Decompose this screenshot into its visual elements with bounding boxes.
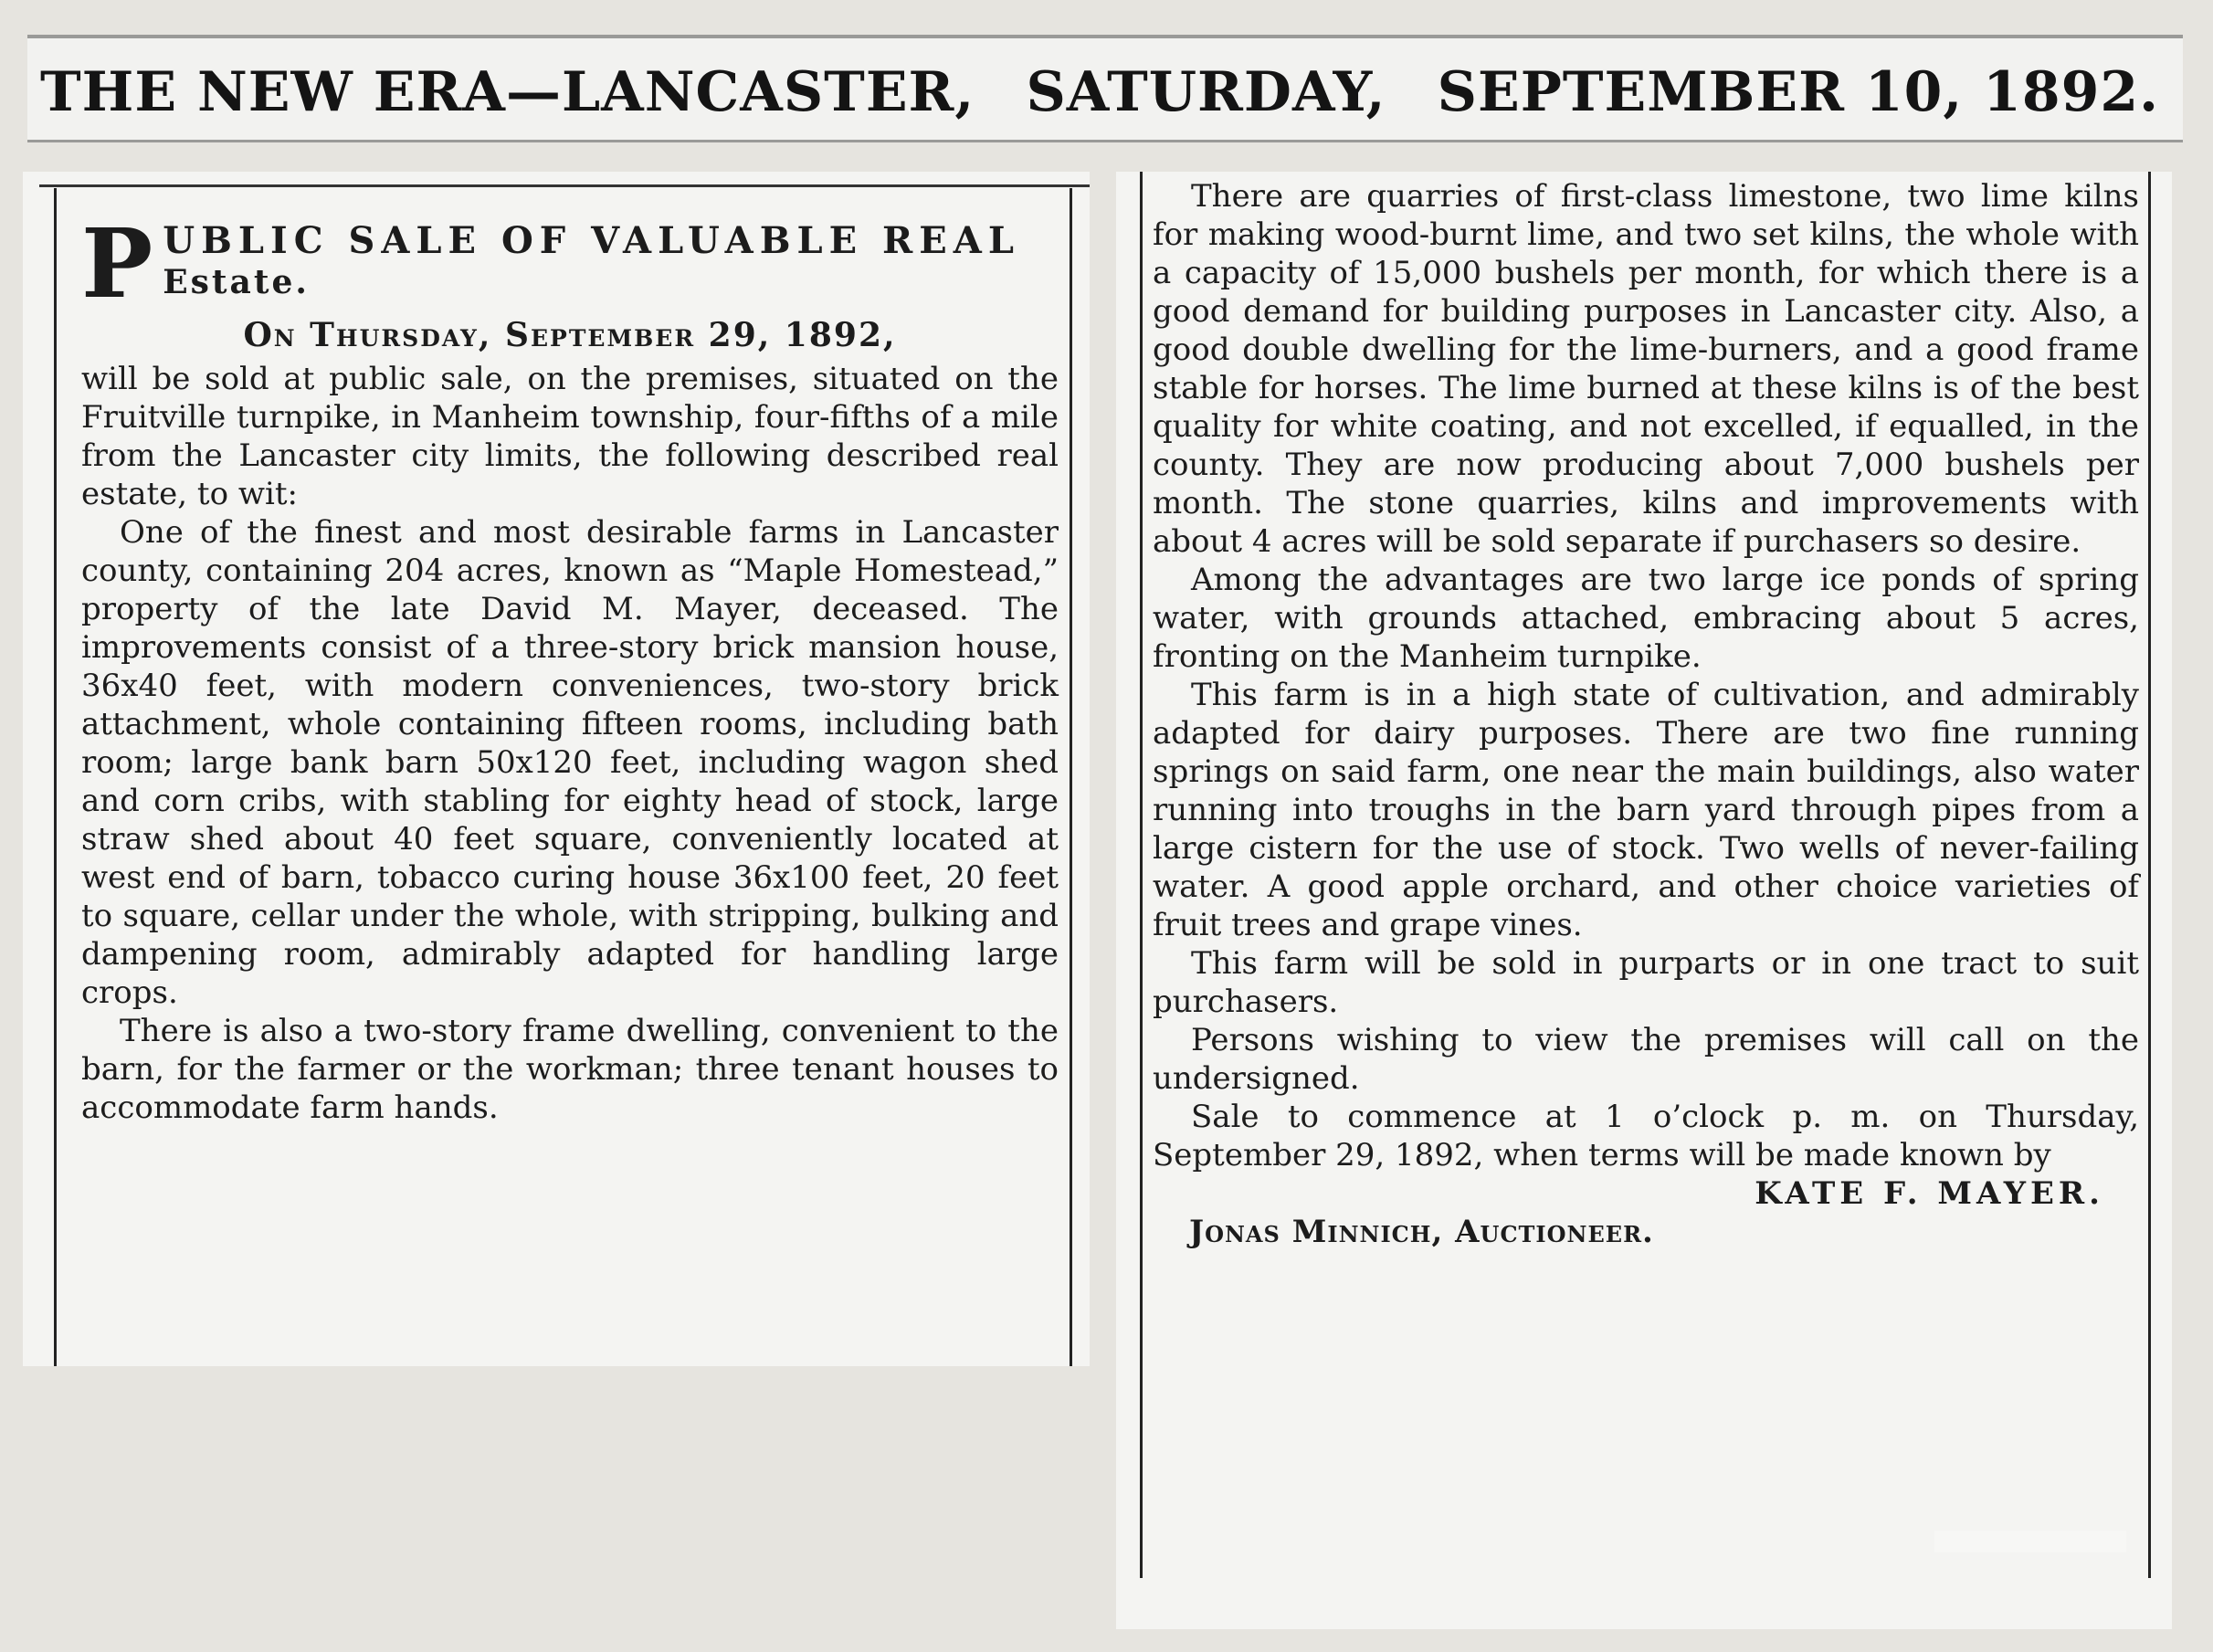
right-clipping <box>1116 172 2172 1629</box>
signature-seller: KATE F. MAYER. <box>1755 1175 2104 1212</box>
right-column-rule <box>2148 172 2151 1578</box>
left-column-text <box>81 207 1059 1127</box>
masthead-date: SEPTEMBER 10, 1892. <box>1437 60 2159 124</box>
newspaper-masthead <box>27 35 2183 142</box>
paper-patch <box>1934 1531 2126 1552</box>
top-rule <box>39 184 1090 187</box>
heading-line-2: Estate. <box>163 263 310 301</box>
paragraph-sale-location: will be sold at public sale, on the premises, situated on the Fruitville turnpike, in Manheim township, four-fifths of a mile from the Lancaster city limits, the following described real estate, to wit: <box>81 361 1059 512</box>
article-dateline: On Thursday, September 29, 1892, <box>243 316 897 354</box>
left-clipping <box>23 172 1090 1366</box>
heading-drop-cap: P <box>81 207 160 320</box>
heading-line-1: UBLIC SALE OF VALUABLE REAL <box>163 219 1020 262</box>
masthead-day: SATURDAY, <box>1026 60 1386 124</box>
paragraph-ice-ponds: Among the advantages are two large ice ponds of spring water, with grounds attached, embracing about 5 acres, fronting on the Manheim turnpike. <box>1153 562 2139 675</box>
paragraph-quarries: There are quarries of first-class limestone, two lime kilns for making wood-burnt lime, and two set kilns, the whole with a capacity of 15,000 bushels per month, for which there is a good demand for building purposes in Lancaster city. Also, a good double dwelling for the lime-burners, and a good frame stable for horses. The lime burned at these kilns is of the best quality for white coating, and not excelled, if equalled, in the county. They are now producing about 7,000 bushels per month. The stone quarries, kilns and improvements with about 4 acres will be sold separate if purchasers so desire. <box>1153 178 2139 560</box>
paragraph-sale-time: Sale to commence at 1 o’clock p. m. on Thursday, September 29, 1892, when terms will be made known by <box>1153 1099 2139 1173</box>
right-column-rule <box>1070 188 1072 1366</box>
paragraph-purparts: This farm will be sold in purparts or in one tract to suit purchasers. <box>1153 945 2139 1020</box>
paragraph-cultivation: This farm is in a high state of cultivation, and admirably adapted for dairy purposes. There are two fine running springs on said farm, one near the main buildings, also water running into troughs in the barn yard through pipes from a large cistern for the use of stock. Two wells of never-failing water. A good apple orchard, and other choice varieties of fruit trees and grape vines. <box>1153 677 2139 943</box>
signature-auctioneer: Jonas Minnich, Auctioneer. <box>1189 1214 1654 1250</box>
paragraph-farm-description: One of the finest and most desirable farms in Lancaster county, containing 204 acres, known as “Maple Homestead,” property of the late David M. Mayer, deceased. The improvements consist of a three-story brick mansion house, 36x40 feet, with modern conveniences, two-story brick attachment, whole containing fifteen rooms, including bath room; large bank barn 50x120 feet, including wagon shed and corn cribs, with stabling for eighty head of stock, large straw shed about 40 feet square, conveniently located at west end of barn, tobacco curing house 36x100 feet, 20 feet to square, cellar under the whole, with stripping, bulking and dampening room, admirably adapted for handling large crops. <box>81 514 1059 1011</box>
article-heading <box>81 207 1059 320</box>
left-column-rule <box>54 188 57 1366</box>
right-column-text <box>1153 177 2139 1251</box>
left-column-rule <box>1140 172 1143 1578</box>
masthead-line <box>40 60 2159 124</box>
paragraph-tenant-houses: There is also a two-story frame dwelling, convenient to the barn, for the farmer or the workman; three tenant houses to accommodate farm hands. <box>81 1013 1059 1126</box>
masthead-title: THE NEW ERA—LANCASTER, <box>40 60 975 124</box>
paragraph-view-premises: Persons wishing to view the premises will call on the undersigned. <box>1153 1022 2139 1097</box>
